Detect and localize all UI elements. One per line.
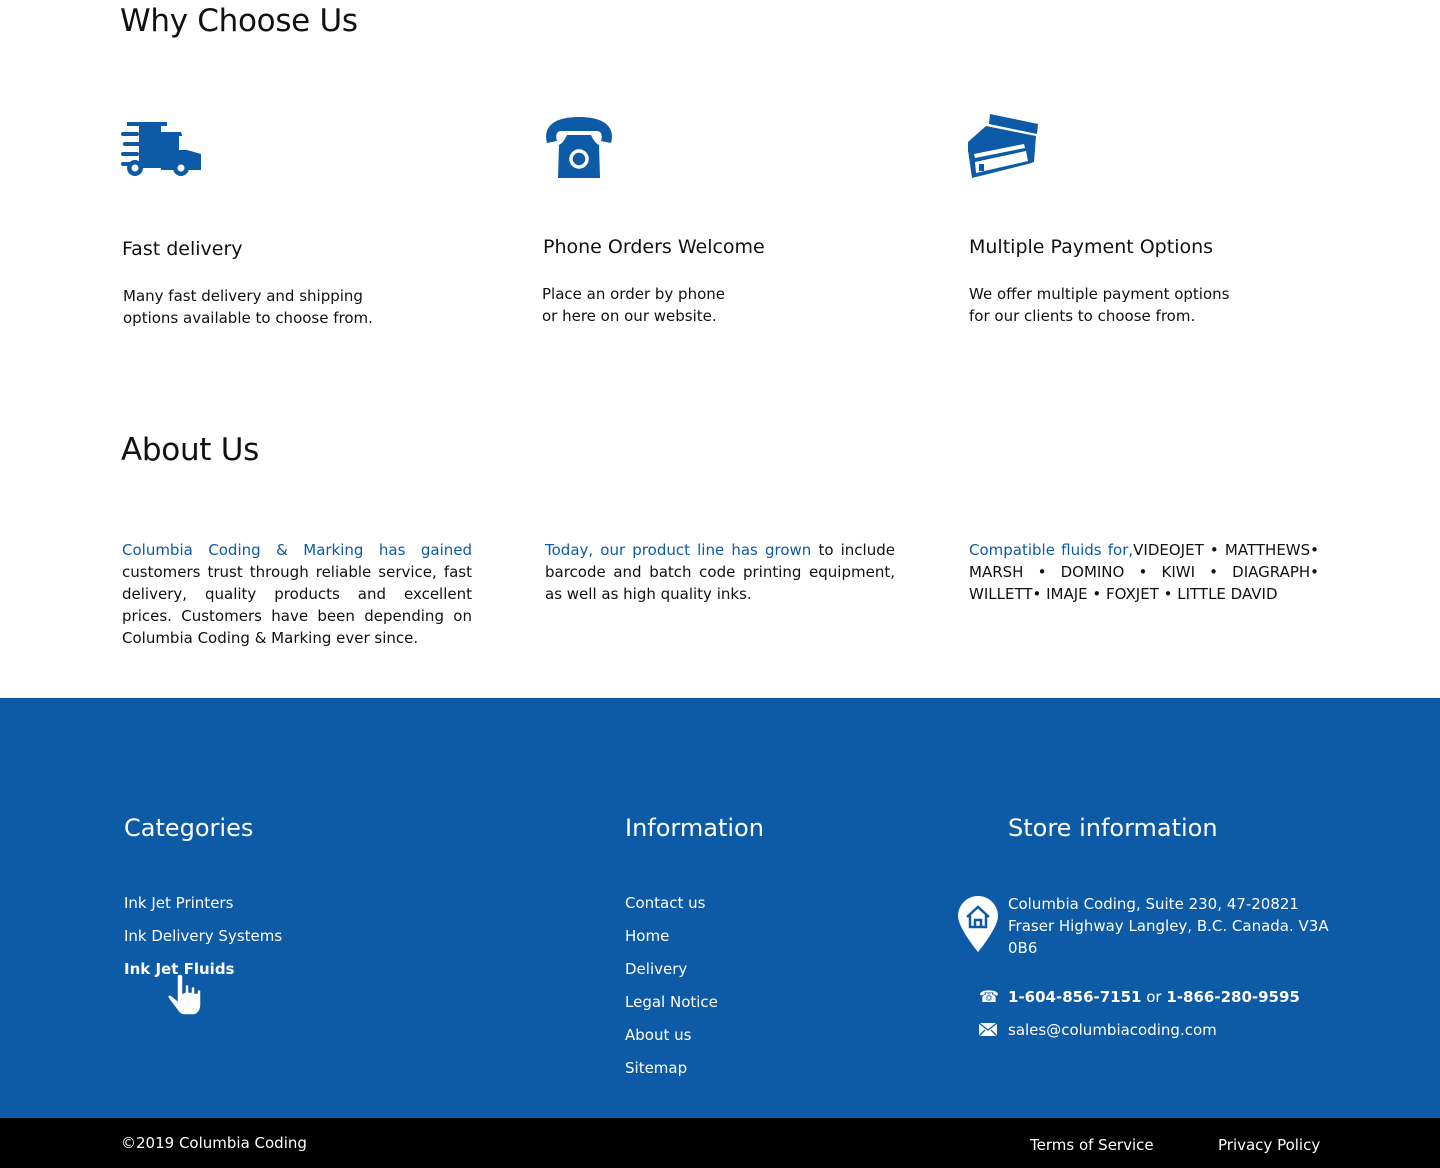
phone-icon: ☎: [979, 987, 999, 1006]
info-link-about[interactable]: About us: [625, 1026, 692, 1044]
about-us-heading: About Us: [121, 432, 259, 468]
telephone-icon: [543, 115, 615, 183]
envelope-icon: [979, 1021, 997, 1040]
credit-cards-icon: [966, 114, 1040, 184]
feature-title: Fast delivery: [122, 238, 243, 260]
hand-cursor-icon: [166, 972, 208, 1024]
terms-of-service-link[interactable]: Terms of Service: [1030, 1136, 1154, 1154]
info-link-home[interactable]: Home: [625, 927, 670, 945]
footer: [0, 698, 1440, 1118]
feature-description: Place an order by phone or here on our website.: [542, 285, 725, 325]
copyright: ©2019 Columbia Coding: [121, 1134, 307, 1152]
information-heading: Information: [625, 814, 764, 842]
feature-title: Multiple Payment Options: [969, 236, 1214, 258]
about-paragraph: Columbia Coding & Marking has gained customers trust through reliable service, fast delivery, quality products and excellent prices. Customers have been depending on Columbia Coding & Marking ever since.: [122, 541, 472, 647]
store-phone: 1-604-856-7151 or 1-866-280-9595: [1008, 988, 1300, 1006]
store-email-link[interactable]: sales@columbiacoding.com: [1008, 1021, 1217, 1039]
category-link[interactable]: Ink Jet Fluids: [124, 960, 235, 978]
info-link-legal[interactable]: Legal Notice: [625, 993, 718, 1011]
info-link-sitemap[interactable]: Sitemap: [625, 1059, 688, 1077]
feature-description: We offer multiple payment options for our clients to choose from.: [969, 285, 1230, 325]
feature-title: Phone Orders Welcome: [543, 236, 765, 258]
category-link[interactable]: Ink Jet Printers: [124, 894, 234, 912]
bottom-bar: [0, 1118, 1440, 1168]
info-link-delivery[interactable]: Delivery: [625, 960, 688, 978]
why-choose-us-heading: Why Choose Us: [120, 3, 358, 39]
info-link-contact[interactable]: Contact us: [625, 894, 706, 912]
delivery-truck-icon: [121, 122, 203, 182]
feature-description: Many fast delivery and shipping options available to choose from.: [123, 287, 373, 327]
categories-heading: Categories: [124, 814, 254, 842]
about-paragraph: Compatible fluids for,VIDEOJET • MATTHEWS• MARSH • DOMINO • KIWI • DIAGRAPH• WILLETT• IMAJE • FOXJET • LITTLE DAVID: [969, 541, 1319, 603]
category-link[interactable]: Ink Delivery Systems: [124, 927, 283, 945]
information-list: [625, 894, 718, 1092]
store-address: Columbia Coding, Suite 230, 47-20821 Fraser Highway Langley, B.C. Canada. V3A 0B6: [1008, 895, 1329, 957]
about-paragraph: Today, our product line has grown to include barcode and batch code printing equipment, as well as high quality inks.: [545, 541, 895, 603]
store-information-heading: Store information: [1008, 814, 1218, 842]
privacy-policy-link[interactable]: Privacy Policy: [1218, 1136, 1321, 1154]
map-pin-home-icon: [957, 895, 999, 957]
